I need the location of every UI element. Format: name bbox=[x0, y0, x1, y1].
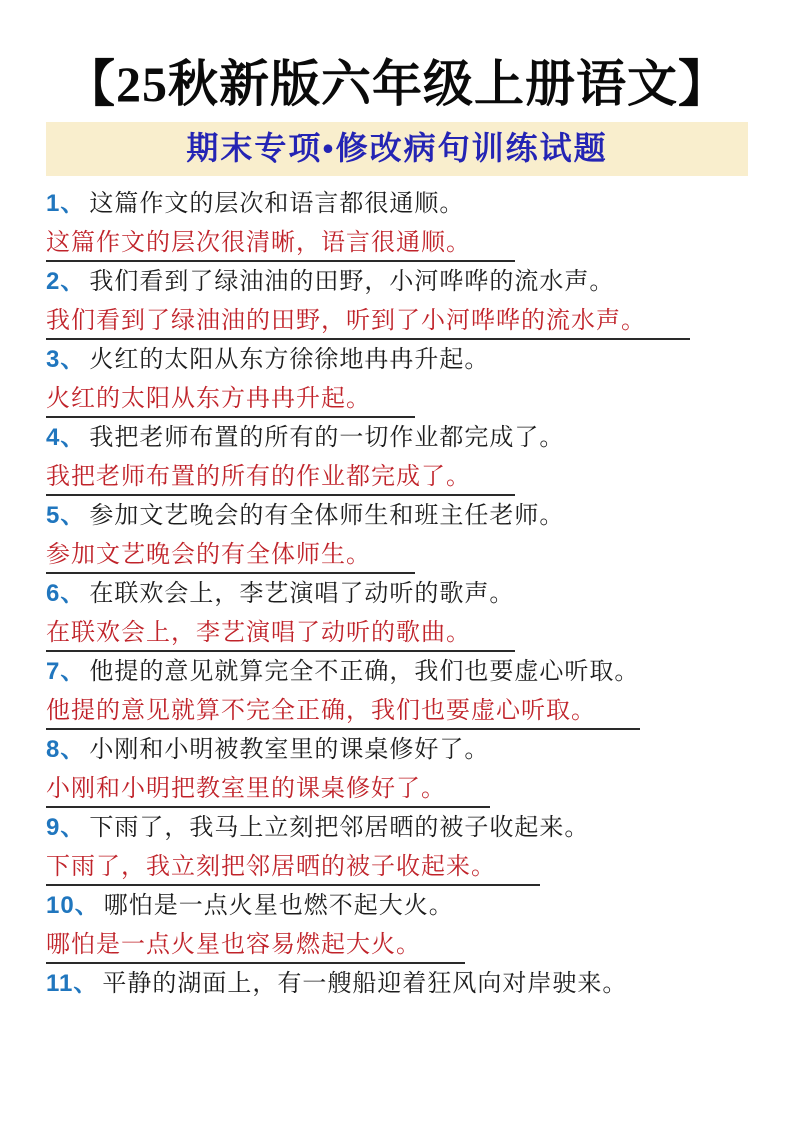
question-text: 平静的湖面上，有一艘船迎着狂风向对岸驶来。 bbox=[102, 970, 628, 997]
question-line-2 bbox=[46, 262, 748, 301]
question-text: 参加文艺晚会的有全体师生和班主任老师。 bbox=[89, 502, 565, 529]
question-text: 下雨了，我马上立刻把邻居晒的被子收起来。 bbox=[89, 814, 590, 841]
answer-text: 我把老师布置的所有的作业都完成了。 bbox=[46, 461, 515, 496]
answer-line-7 bbox=[46, 691, 748, 730]
question-number: 9、 bbox=[46, 814, 86, 841]
subtitle-text: 期末专项•修改病句训练试题 bbox=[186, 130, 608, 166]
question-number: 7、 bbox=[46, 658, 86, 685]
question-line-10 bbox=[46, 886, 748, 925]
question-text: 哪怕是一点火星也燃不起大火。 bbox=[103, 892, 454, 919]
question-line-6 bbox=[46, 574, 748, 613]
question-text: 我们看到了绿油油的田野，小河哗哗的流水声。 bbox=[89, 268, 615, 295]
answer-line-6 bbox=[46, 613, 748, 652]
question-number: 4、 bbox=[46, 424, 86, 451]
question-line-9 bbox=[46, 808, 748, 847]
subtitle-banner bbox=[46, 122, 748, 176]
answer-line-5 bbox=[46, 535, 748, 574]
question-number: 1、 bbox=[46, 190, 86, 217]
question-number: 6、 bbox=[46, 580, 86, 607]
answer-text: 哪怕是一点火星也容易燃起大火。 bbox=[46, 929, 465, 964]
question-line-8 bbox=[46, 730, 748, 769]
answer-text: 火红的太阳从东方冉冉升起。 bbox=[46, 383, 415, 418]
question-line-4 bbox=[46, 418, 748, 457]
answer-line-3 bbox=[46, 379, 748, 418]
question-text: 火红的太阳从东方徐徐地冉冉升起。 bbox=[89, 346, 490, 373]
answer-text: 我们看到了绿油油的田野，听到了小河哗哗的流水声。 bbox=[46, 305, 690, 340]
answer-text: 他提的意见就算不完全正确，我们也要虚心听取。 bbox=[46, 695, 640, 730]
question-text: 小刚和小明被教室里的课桌修好了。 bbox=[89, 736, 490, 763]
answer-text: 这篇作文的层次很清晰，语言很通顺。 bbox=[46, 227, 515, 262]
question-number: 10、 bbox=[46, 892, 100, 919]
answer-text: 下雨了，我立刻把邻居晒的被子收起来。 bbox=[46, 851, 540, 886]
question-line-5 bbox=[46, 496, 748, 535]
question-text: 这篇作文的层次和语言都很通顺。 bbox=[89, 190, 465, 217]
question-number: 8、 bbox=[46, 736, 86, 763]
answer-text: 参加文艺晚会的有全体师生。 bbox=[46, 539, 415, 574]
answer-line-2 bbox=[46, 301, 748, 340]
question-number: 2、 bbox=[46, 268, 86, 295]
answer-line-10 bbox=[46, 925, 748, 964]
question-text: 我把老师布置的所有的一切作业都完成了。 bbox=[89, 424, 565, 451]
question-line-7 bbox=[46, 652, 748, 691]
question-text: 他提的意见就算完全不正确，我们也要虚心听取。 bbox=[89, 658, 640, 685]
answer-line-1 bbox=[46, 223, 748, 262]
question-number: 3、 bbox=[46, 346, 86, 373]
question-number: 5、 bbox=[46, 502, 86, 529]
answer-text: 小刚和小明把教室里的课桌修好了。 bbox=[46, 773, 490, 808]
exercise-list bbox=[46, 184, 748, 1003]
answer-line-8 bbox=[46, 769, 748, 808]
question-line-11 bbox=[46, 964, 748, 1003]
answer-line-9 bbox=[46, 847, 748, 886]
worksheet-title: 【25秋新版六年级上册语文】 bbox=[65, 56, 729, 112]
question-line-3 bbox=[46, 340, 748, 379]
answer-line-4 bbox=[46, 457, 748, 496]
question-text: 在联欢会上，李艺演唱了动听的歌声。 bbox=[89, 580, 515, 607]
answer-text: 在联欢会上，李艺演唱了动听的歌曲。 bbox=[46, 617, 515, 652]
question-line-1 bbox=[46, 184, 748, 223]
question-number: 11、 bbox=[46, 970, 99, 997]
